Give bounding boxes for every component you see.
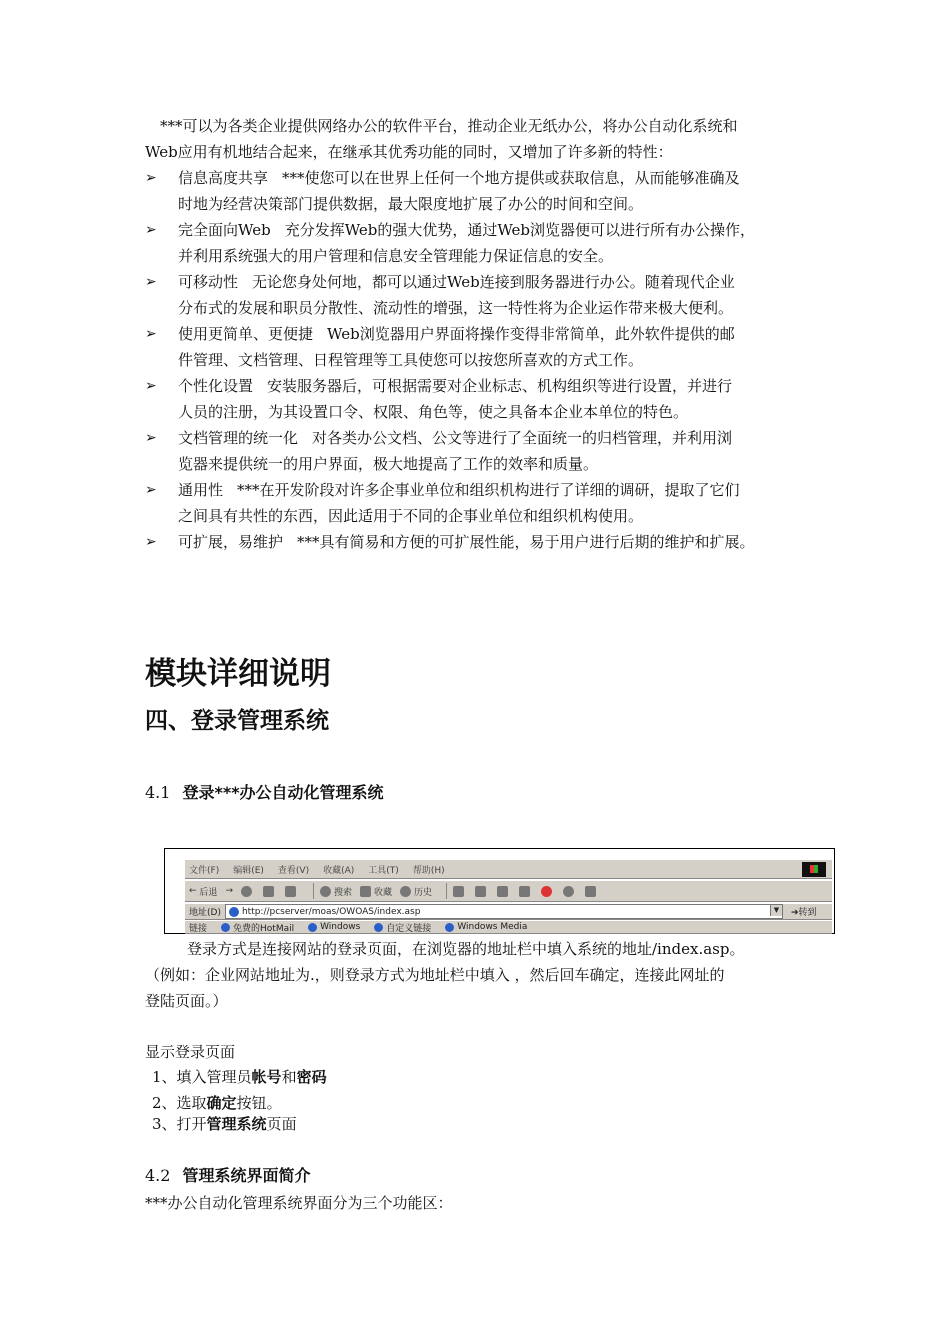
address-label: 地址(D) [189,908,221,918]
step-2: 2、选取确定按钮。 [152,1094,282,1112]
feature-text: 对各类办公文档、公文等进行了全面统一的归档管理，并利用浏 [312,429,733,447]
arrow-bullet-icon: ➢ [145,482,157,498]
back-button: ← 后退 [189,886,218,898]
subsection-number: 4.2 [145,1166,171,1185]
feature-term: 文档管理的统一化 [178,429,299,447]
mail-icon [453,886,467,897]
feature-text-cont: 分布式的发展和职员分散性、流动性的增强，这一特性将为企业运作带来极大便利。 [178,299,734,317]
menu-help: 帮助(H) [412,865,445,876]
list-item [145,321,835,373]
feature-text-cont: 之间具有共性的东西，因此适用于不同的企事业单位和组织机构使用。 [178,507,644,525]
address-url: http://pcserver/moas/OWOAS/index.asp [241,906,421,917]
list-item [145,373,835,425]
list-item [145,165,835,217]
feature-text: 安装服务器后，可根据需要对企业标志、机构组织等进行设置，并进行 [267,377,733,395]
feature-term: 个性化设置 [178,377,254,395]
menu-tools: 工具(T) [368,865,399,876]
feature-term: 信息高度共享 [178,169,269,187]
print-icon [475,886,489,897]
feature-term: 通用性 [178,481,224,499]
feature-text-cont: 览器来提供统一的用户界面，极大地提高了工作的效率和质量。 [178,455,599,473]
feature-term: 可扩展，易维护 [178,533,284,551]
feature-text-cont: 人员的注册，为其设置口令、权限、角色等，使之具备本企业本单位的特色。 [178,403,689,421]
arrow-bullet-icon: ➢ [145,170,157,186]
address-input [225,904,783,919]
feature-term: 可移动性 [178,273,239,291]
list-item [145,477,835,529]
discuss-icon [519,886,533,897]
menu-view: 查看(V) [277,865,310,876]
ie-page-icon [229,907,239,917]
go-arrow-icon: ➔ [790,908,799,918]
arrow-bullet-icon: ➢ [145,326,157,342]
list-item [145,269,835,321]
list-item [145,217,835,269]
menu-favorites: 收藏(A) [323,865,355,876]
arrow-bullet-icon: ➢ [145,534,157,550]
feature-text: ***在开发阶段对许多企事业单位和组织机构进行了详细的调研，提取了它们 [237,481,740,499]
search-icon [320,886,331,897]
arrow-bullet-icon: ➢ [145,378,157,394]
home-icon [285,886,299,897]
browser-address-bar [185,903,832,920]
chat-icon [563,886,577,897]
section-heading: 四、登录管理系统 [145,708,329,734]
show-login-page-text: 显示登录页面 [145,1043,236,1061]
list-item [145,529,835,555]
chapter-heading: 模块详细说明 [145,656,331,692]
forward-arrow-icon: → [225,886,233,896]
feature-text-cont: 时地为经营决策部门提供数据，最大限度地扩展了办公的时间和空间。 [178,195,644,213]
favorites-button: 收藏 [360,885,392,898]
edit-icon [497,886,511,897]
feature-text: Web浏览器用户界面将操作变得非常简单，此外软件提供的邮 [327,325,735,343]
interface-intro-text: ***办公自动化管理系统界面分为三个功能区： [145,1194,453,1212]
subsection-heading-4-1 [145,780,384,806]
step-1: 1、填入管理员帐号和密码 [152,1068,327,1086]
feature-text-cont: 件管理、文档管理、日程管理等工具使您可以按您所喜欢的方式工作。 [178,351,644,369]
search-button: 搜索 [320,885,352,898]
windows-logo-icon [802,862,826,877]
feature-text: 无论您身处何地，都可以通过Web连接到服务器进行办公。随着现代企业 [252,273,735,291]
subsection-title: 登录***办公自动化管理系统 [182,783,384,802]
notes-icon [585,886,599,897]
feature-text: ***具有简易和方便的可扩展性能，易于用户进行后期的维护和扩展。 [297,533,755,551]
refresh-icon [263,886,277,897]
favorites-icon [360,886,371,897]
feature-text: 充分发挥Web的强大优势，通过Web浏览器便可以进行所有办公操作， [284,221,756,239]
step-3: 3、打开管理系统页面 [152,1115,297,1133]
subsection-number: 4.1 [145,783,171,802]
go-button: ➔转到 [790,908,817,918]
feature-term: 使用更简单、更便捷 [178,325,314,343]
arrow-bullet-icon: ➢ [145,430,157,446]
browser-screenshot [164,848,835,934]
links-label: 链接 [189,923,208,934]
intro-line-2: Web应用有机地结合起来，在继承其优秀功能的同时，又增加了许多新的特性： [145,143,673,161]
back-arrow-icon: ← [189,886,197,896]
dropdown-arrow-icon: ▼ [770,905,782,916]
history-icon [400,886,411,897]
feature-list [145,165,835,555]
feature-text-cont: 并利用系统强大的用户管理和信息安全管理能力保证信息的安全。 [178,247,614,265]
link-item: Windows Media [445,922,527,932]
browser-menubar [185,859,832,879]
browser-toolbar [185,880,832,902]
browser-links-bar [185,920,832,934]
menu-edit: 编辑(E) [233,865,264,876]
subsection-heading-4-2 [145,1163,310,1189]
login-text-3: 登陆页面。） [145,992,228,1010]
messenger-icon [541,886,555,897]
feature-term: 完全面向Web [178,221,271,239]
stop-icon [241,886,255,897]
ie-page-icon [221,923,230,932]
list-item [145,425,835,477]
arrow-bullet-icon: ➢ [145,274,157,290]
login-text-2: （例如：企业网站地址为.，则登录方式为地址栏中填入 ，然后回车确定，连接此网址的 [145,966,725,984]
intro-line-1: ***可以为各类企业提供网络办公的软件平台，推动企业无纸办公，将办公自动化系统和 [160,117,738,135]
ie-page-icon [308,923,317,932]
login-text-1: 登录方式是连接网站的登录页面，在浏览器的地址栏中填入系统的地址/index.asp。 [187,940,745,958]
link-item: 自定义链接 [374,921,431,934]
feature-text: ***使您可以在世界上任何一个地方提供或获取信息，从而能够准确及 [282,169,740,187]
link-item: 免费的HotMail [221,921,294,934]
menu-file: 文件(F) [189,865,220,876]
subsection-title: 管理系统界面简介 [182,1166,311,1185]
history-button: 历史 [400,885,432,898]
ie-page-icon [445,923,454,932]
ie-page-icon [374,923,383,932]
link-item: Windows [308,922,360,932]
arrow-bullet-icon: ➢ [145,222,157,238]
